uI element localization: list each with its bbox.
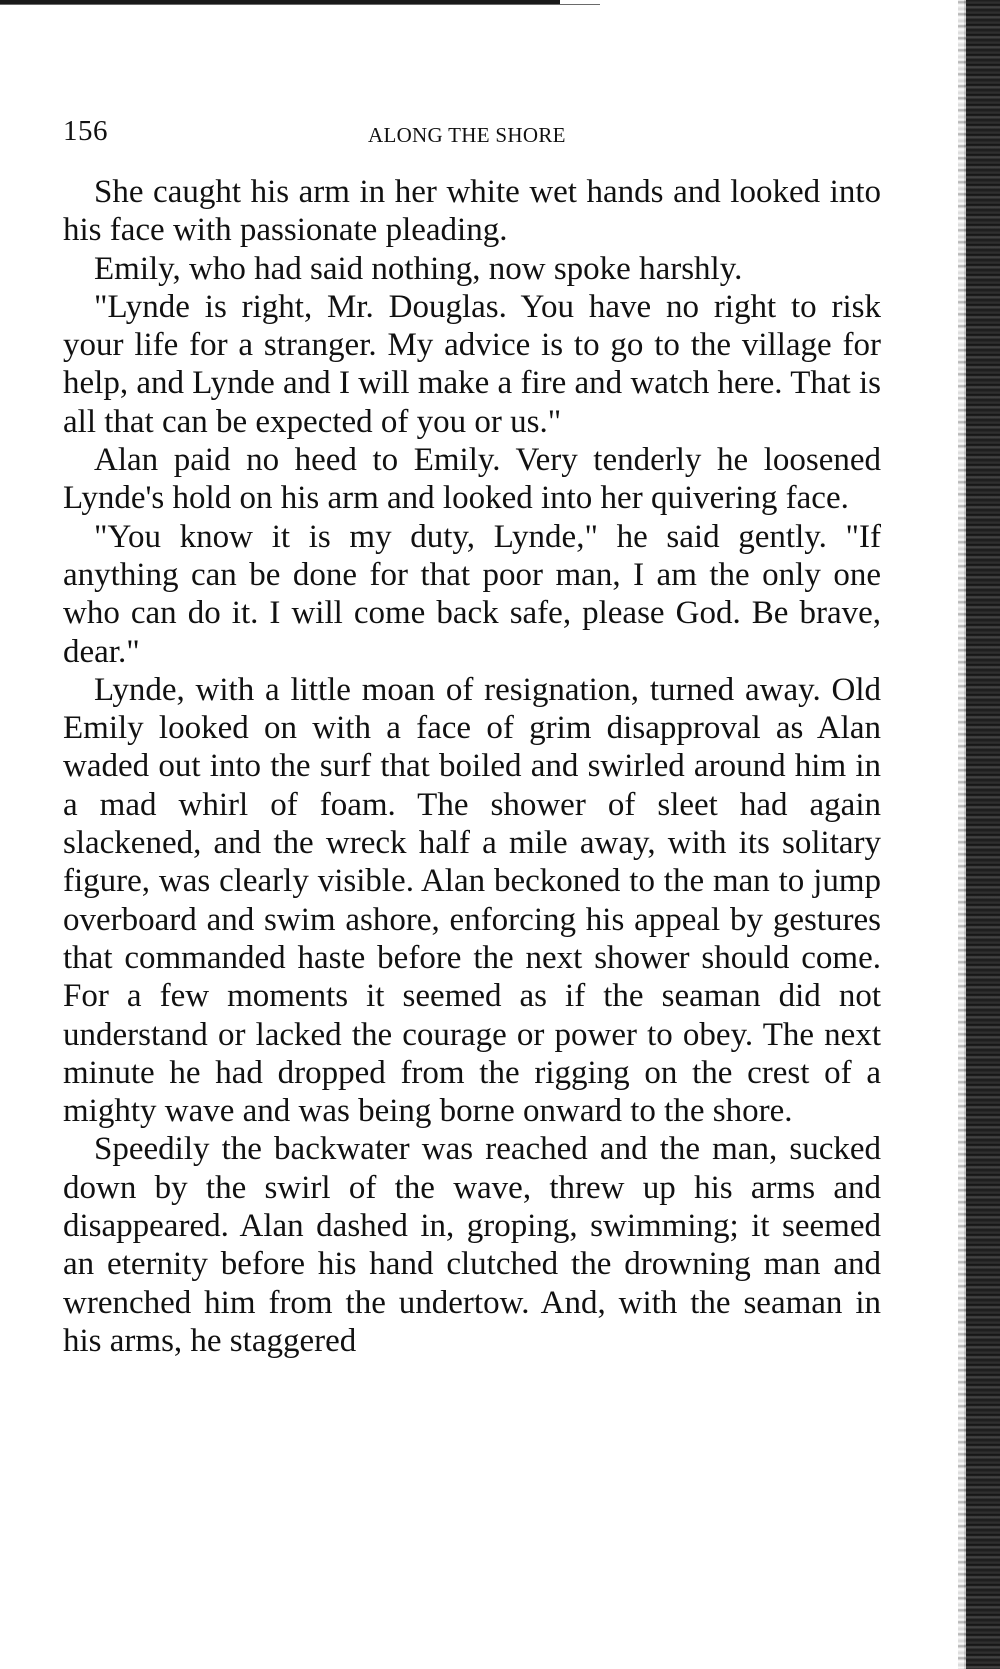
- page-number: 156: [63, 115, 108, 147]
- paragraph: Lynde, with a little moan of resignation, turned away. Old Emily looked on with a face of grim disapproval as Alan waded out into the surf that boiled and swirled around him in a mad whirl of foam. The shower of sleet had again slackened, and the wreck half a mile away, with its solitary figure, was clearly visible. Alan beckoned to the man to jump overboard and swim ashore, enforcing his appeal by gestures that commanded haste before the next shower should come. For a few moments it seemed as if the seaman did not understand or lacked the courage or power to obey. The next minute he had dropped from the rigging on the crest of a mighty wave and was being borne onward to the shore.: [63, 671, 881, 1130]
- paragraph: "You know it is my duty, Lynde," he said gently. "If anything can be done for that poor man, I am the only one who can do it. I will come back safe, please God. Be brave, dear.": [63, 518, 881, 670]
- running-title: ALONG THE SHORE: [368, 123, 566, 147]
- paragraph: She caught his arm in her white wet hands and looked into his face with passionate pleading.: [63, 174, 881, 249]
- top-rule-thin: [0, 4, 600, 5]
- body-text: [63, 173, 881, 1360]
- book-binding-edge: [964, 0, 1000, 1669]
- paragraph: Speedily the backwater was reached and the man, sucked down by the swirl of the wave, threw up his arms and disappeared. Alan dashed in, groping, swimming; it seemed an eternity before his hand clutched the drowning man and wrenched him from the undertow. And, with the seaman in his arms, he staggered: [63, 1131, 881, 1359]
- running-head: [63, 115, 881, 155]
- paragraph: Alan paid no heed to Emily. Very tenderly he loosened Lynde's hold on his arm and looked into her quivering face.: [63, 442, 881, 517]
- book-page: [63, 115, 881, 1360]
- paragraph: Emily, who had said nothing, now spoke harshly.: [94, 250, 743, 287]
- paragraph: "Lynde is right, Mr. Douglas. You have no right to risk your life for a stranger. My advice is to go to the village for help, and Lynde and I will make a fire and watch here. That is all that can be expected of you or us.": [63, 288, 881, 440]
